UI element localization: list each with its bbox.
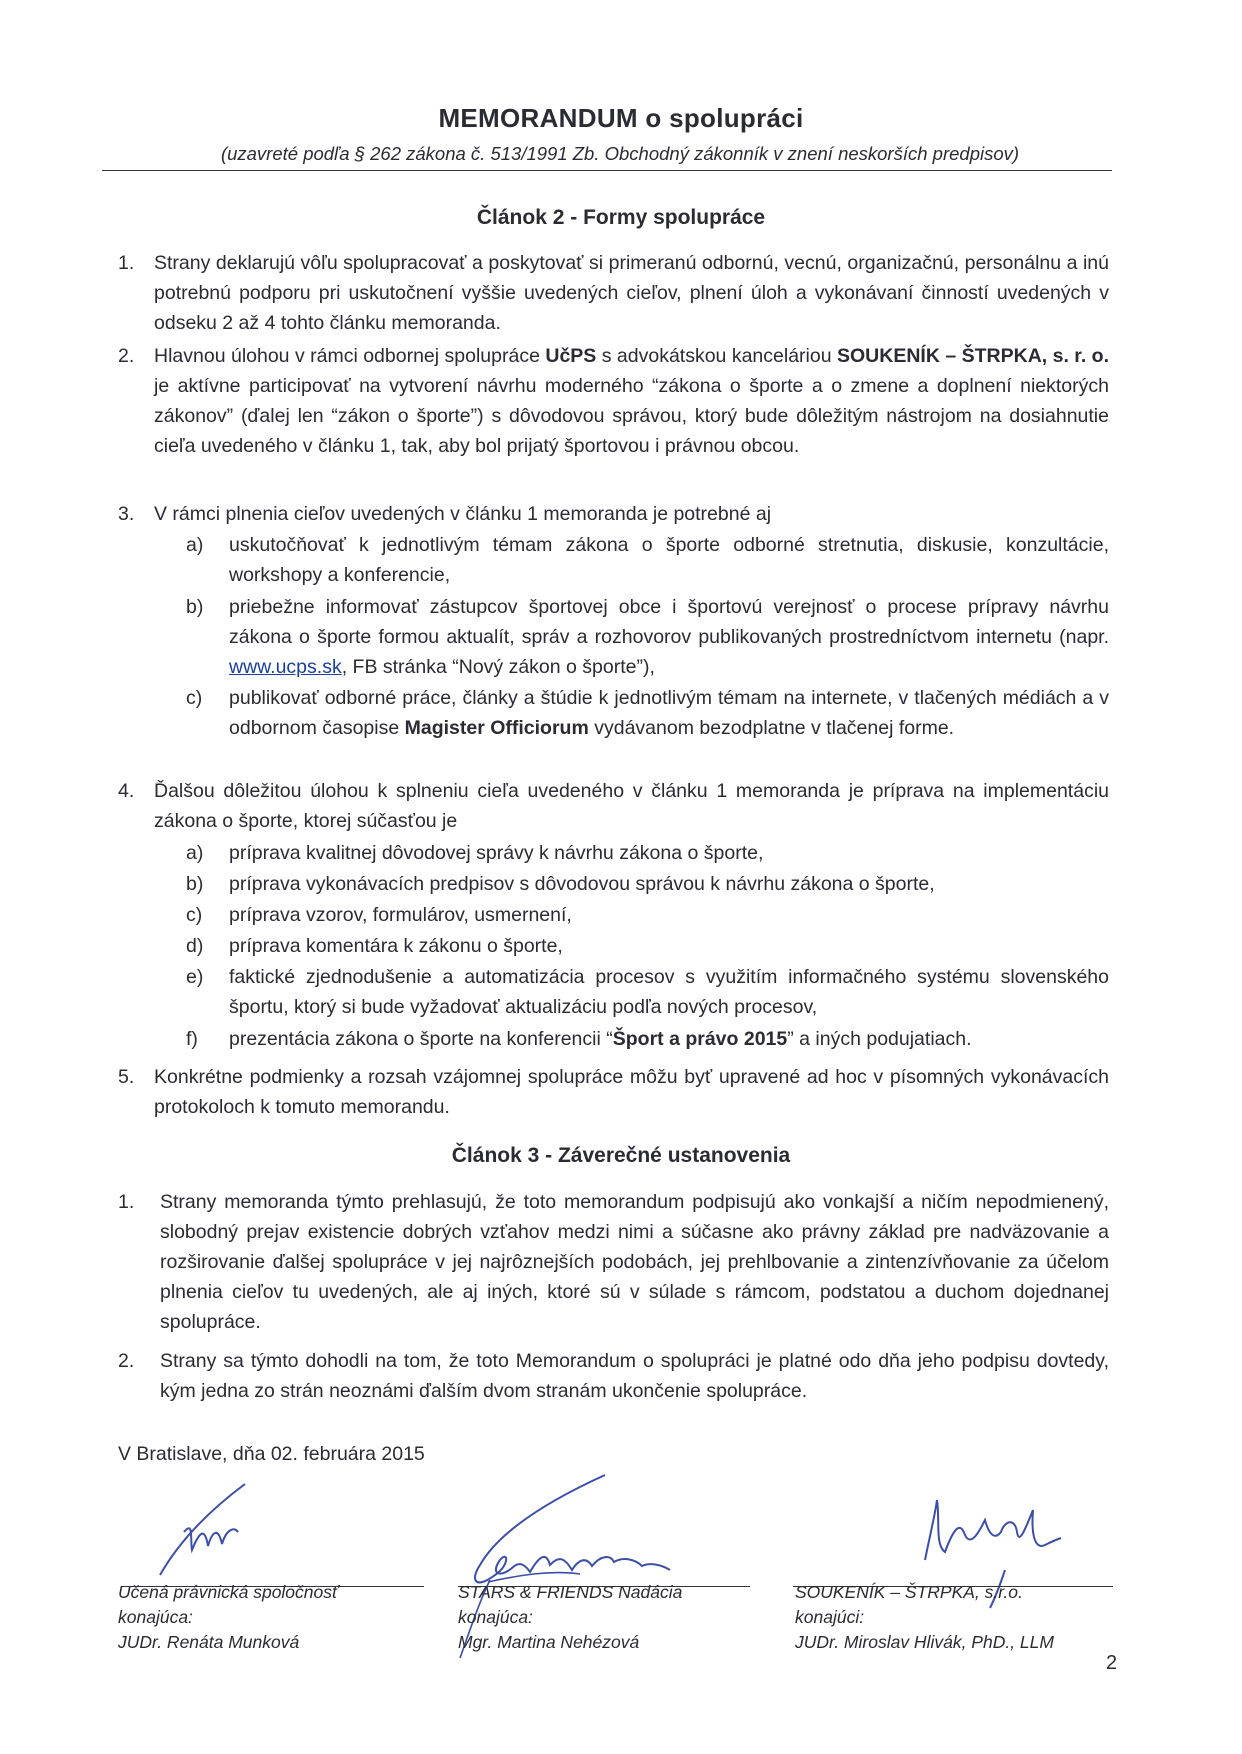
a2-p3-a-text: uskutočňovať k jednotlivým témam zákona o športe odborné stretnutia, diskusie, konzultácie, workshopy a konferencie, bbox=[229, 534, 1109, 586]
signatory-2-role: konajúca: bbox=[458, 1607, 533, 1627]
signatory-1-person: JUDr. Renáta Munková bbox=[118, 1632, 300, 1652]
a2-p2-number: 2. bbox=[118, 345, 135, 367]
a2-p3-b-letter: b) bbox=[186, 596, 204, 618]
signatory-3-org: SOUKENÍK – ŠTRPKA, s.r.o. bbox=[795, 1582, 1023, 1602]
a2-p2-part2: s advokátskou kanceláriou bbox=[596, 345, 837, 367]
a2-p3-c-text bbox=[229, 683, 1109, 743]
a2-p4-text: Ďalšou dôležitou úlohou k splneniu cieľa uvedeného v článku 1 memoranda je príprava na implementáciu zákona o športe, ktorej súčasťou je bbox=[154, 780, 1109, 832]
a2-p3-b-text bbox=[229, 592, 1109, 682]
a2-p4-f-part2: ” a iných podujatiach. bbox=[787, 1028, 972, 1050]
page-number: 2 bbox=[1106, 1652, 1118, 1674]
a2-p4-b-letter: b) bbox=[186, 873, 204, 895]
a2-p2-firm: SOUKENÍK – ŠTRPKA, s. r. o. bbox=[836, 345, 1109, 367]
article-3-heading: Článok 3 - Záverečné ustanovenia bbox=[451, 1144, 791, 1167]
a2-p3-text: V rámci plnenia cieľov uvedených v článku 1 memoranda je potrebné aj bbox=[154, 503, 772, 525]
article-2-heading: Článok 2 - Formy spolupráce bbox=[476, 206, 766, 229]
a2-p4-e-letter: e) bbox=[186, 966, 204, 988]
signatory-3-person: JUDr. Miroslav Hlivák, PhD., LLM bbox=[795, 1632, 1054, 1652]
a2-p1-text: Strany deklarujú vôľu spolupracovať a poskytovať si primeranú odbornú, vecnú, organizačnú, personálnu a inú potrebnú podporu pri uskutočnení vyššie uvedených cieľov, plnení úloh a vykonávaní činností uvedených v odseku 2 až 4 tohto článku memoranda. bbox=[154, 252, 1109, 334]
a2-p4-number: 4. bbox=[118, 780, 135, 802]
a2-p4-d-letter: d) bbox=[186, 935, 204, 957]
header-rule bbox=[102, 170, 1112, 171]
a2-p3-a-letter: a) bbox=[186, 534, 204, 556]
signatory-3-role: konajúci: bbox=[795, 1607, 865, 1627]
signatory-3 bbox=[795, 1580, 1054, 1655]
a2-p3-b-part1: priebežne informovať zástupcov športovej obce i športovú verejnosť o procese prípravy návrhu zákona o športe formou aktualít, správ a rozhovorov publikovaných prostredníctvom internetu (napr. bbox=[229, 596, 1109, 648]
a2-p5-text: Konkrétne podmienky a rozsah vzájomnej spolupráce môžu byť upravené ad hoc v písomných vykonávacích protokoloch k tomuto memorandu. bbox=[154, 1066, 1109, 1118]
sport-a-pravo-2015: Šport a právo 2015 bbox=[612, 1028, 788, 1050]
document-subtitle: (uzavreté podľa § 262 zákona č. 513/1991 Zb. Obchodný zákonník v znení neskorších predpisov) bbox=[220, 143, 1020, 164]
signatory-1 bbox=[118, 1580, 338, 1655]
a2-p4-f-letter: f) bbox=[186, 1028, 198, 1050]
signature-munkova bbox=[150, 1480, 290, 1580]
signatory-2-person: Mgr. Martina Nehézová bbox=[458, 1632, 640, 1652]
a2-p2-ucps: UčPS bbox=[545, 345, 597, 367]
a2-p3-c-letter: c) bbox=[186, 687, 203, 709]
a2-p4-c-text: príprava vzorov, formulárov, usmernení, bbox=[229, 904, 572, 926]
signatory-1-role: konajúca: bbox=[118, 1607, 193, 1627]
a2-p3-c-part1: publikovať odborné práce, články a štúdie k jednotlivým témam na internete, v tlačených médiách a v odbornom časopise bbox=[229, 687, 1109, 739]
title-rest: o spolupráci bbox=[637, 103, 804, 133]
a3-p2-number: 2. bbox=[118, 1350, 135, 1372]
a2-p1-number: 1. bbox=[118, 252, 135, 274]
a2-p4-a-text: príprava kvalitnej dôvodovej správy k návrhu zákona o športe, bbox=[229, 842, 764, 864]
a2-p4-c-letter: c) bbox=[186, 904, 203, 926]
place-and-date: V Bratislave, dňa 02. februára 2015 bbox=[118, 1443, 425, 1465]
a2-p2-part1: Hlavnou úlohou v rámci odbornej spolupráce bbox=[154, 345, 546, 367]
signatory-2 bbox=[458, 1580, 682, 1655]
ucps-link[interactable]: www.ucps.sk bbox=[229, 656, 342, 678]
a2-p4-a-letter: a) bbox=[186, 842, 204, 864]
a2-p3-number: 3. bbox=[118, 503, 135, 525]
signatory-1-org: Učená právnická spoločnosť bbox=[118, 1582, 339, 1602]
title-main: MEMORANDUM bbox=[438, 103, 638, 133]
a2-p2-text bbox=[154, 341, 1109, 461]
a2-p5-number: 5. bbox=[118, 1066, 135, 1088]
signatory-2-org: STARS & FRIENDS Nadácia bbox=[458, 1582, 683, 1602]
magister-officiorum: Magister Officiorum bbox=[404, 717, 589, 739]
a3-p2-text: Strany sa týmto dohodli na tom, že toto Memorandum o spolupráci je platné odo dňa jeho podpisu dovtedy, kým jedna zo strán neoznámi ďalším dvom stranám ukončenie spolupráce. bbox=[160, 1350, 1109, 1402]
a2-p3-c-part2: vydávanom bezodplatne v tlačenej forme. bbox=[588, 717, 955, 739]
a2-p4-e-text: faktické zjednodušenie a automatizácia procesov s využitím informačného systému slovenského športu, ktorý si bude vyžadovať aktualizáciu podľa nových procesov, bbox=[229, 966, 1109, 1018]
a2-p4-b-text: príprava vykonávacích predpisov s dôvodovou správou k návrhu zákona o športe, bbox=[229, 873, 935, 895]
document-title bbox=[0, 103, 1242, 134]
a3-p1-number: 1. bbox=[118, 1191, 135, 1213]
a2-p3-b-part2: , FB stránka “Nový zákon o športe”), bbox=[341, 656, 655, 678]
a3-p1-text: Strany memoranda týmto prehlasujú, že toto memorandum podpisujú ako vonkajší a ničím nepodmienený, slobodný prejav existencie dobrých vzťahov medzi nimi a súčasne ako právny základ pre nadväzovanie a rozširovanie ďalšej spolupráce v jej najrôznejších podobách, jej prehlbovanie a zintenzívňovanie za účelom plnenia cieľov tu uvedených, ale aj iných, ktoré sú v súlade s rámcom, podstatou a duchom dojednanej spolupráce. bbox=[160, 1191, 1109, 1333]
a2-p4-f-text bbox=[229, 1024, 1109, 1054]
a2-p2-part3: je aktívne participovať na vytvorení návrhu moderného “zákona o športe a o zmene a doplnení niektorých zákonov” (ďalej len “zákon o športe”) s dôvodovou správou, ktorý bude dôležitým nástrojom na dosiahnutie cieľa uvedeného v článku 1, tak, aby bol prijatý športovou i právnou obcou. bbox=[154, 375, 1109, 457]
a2-p4-d-text: príprava komentára k zákonu o športe, bbox=[229, 935, 563, 957]
a2-p4-f-part1: prezentácia zákona o športe na konferencii “ bbox=[229, 1028, 613, 1050]
